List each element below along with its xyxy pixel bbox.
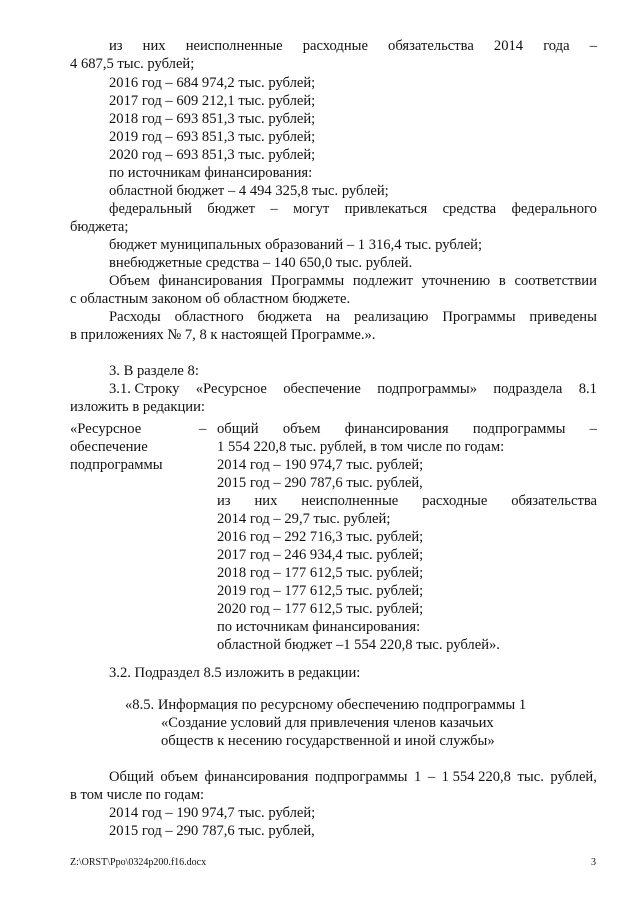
word: обязательства xyxy=(511,493,597,509)
text-line: 1 554 220,8 тыс. рублей, в том числе по годам: xyxy=(217,439,505,455)
subsection-title: «Создание условий для привлечения членов казачьих xyxy=(161,715,494,731)
word: тыс. xyxy=(517,769,544,785)
word: Программы xyxy=(270,273,345,289)
word: федеральный xyxy=(109,201,192,217)
word: 1 xyxy=(413,769,422,785)
word: года xyxy=(543,38,570,54)
section-heading: 3. В разделе 8: xyxy=(109,363,199,379)
text-line: изложить в редакции: xyxy=(70,399,205,415)
word: подраздела xyxy=(493,381,563,397)
word: приведены xyxy=(529,309,597,325)
word: них xyxy=(254,493,278,509)
text-line: областной бюджет – 4 494 325,8 тыс. рублей; xyxy=(109,183,389,199)
word: Программы xyxy=(442,309,516,325)
word: могут xyxy=(293,201,330,217)
word: средства xyxy=(442,201,497,217)
text-line: 2018 год – 177 612,5 тыс. рублей; xyxy=(217,565,424,581)
text-line: областной бюджет –1 554 220,8 тыс. рублей». xyxy=(217,637,500,653)
justified-line xyxy=(109,273,597,290)
row-label: «Ресурсное xyxy=(70,421,142,437)
word: неисполненные xyxy=(185,38,283,54)
text-line: 2015 год – 290 787,6 тыс. рублей, xyxy=(109,823,315,839)
word: реализацию xyxy=(354,309,429,325)
word: 3.1. Строку xyxy=(109,381,180,397)
row-label: обеспечение xyxy=(70,439,148,455)
text-line: 2015 год – 290 787,6 тыс. рублей, xyxy=(217,475,423,491)
text-line: 4 687,5 тыс. рублей; xyxy=(70,56,195,72)
text-line: 2017 год – 609 212,1 тыс. рублей; xyxy=(109,93,316,109)
subsection-title: обществ к несению государственной и иной службы» xyxy=(161,733,495,749)
text-line: в приложениях № 7, 8 к настоящей Программе.». xyxy=(70,327,376,343)
file-path: Z:\ORST\Ppo\0324p200.f16.docx xyxy=(70,857,207,868)
word: соответствии xyxy=(514,273,597,289)
word: «Ресурсное xyxy=(195,381,267,397)
word: обеспечение xyxy=(283,381,361,397)
text-line: 2020 год – 693 851,3 тыс. рублей; xyxy=(109,147,316,163)
word: неисполненные xyxy=(301,493,399,509)
text-line: 2016 год – 684 974,2 тыс. рублей; xyxy=(109,75,316,91)
text-line: по источникам финансирования: xyxy=(217,619,421,635)
section-heading: 3.2. Подраздел 8.5 изложить в редакции: xyxy=(109,665,361,681)
word: в xyxy=(498,273,506,289)
justified-line xyxy=(109,769,597,786)
word: 2014 xyxy=(493,38,524,54)
text-line: 2019 год – 177 612,5 тыс. рублей; xyxy=(217,583,424,599)
text-line: внебюджетные средства – 140 650,0 тыс. рублей. xyxy=(109,255,413,271)
word: – xyxy=(589,421,597,437)
text-line: по источникам финансирования: xyxy=(109,165,313,181)
word: обязательства xyxy=(388,38,474,54)
word: финансирования xyxy=(158,273,263,289)
word: финансирования xyxy=(204,769,309,785)
word: 1 554 220,8 xyxy=(441,769,511,785)
word: подпрограммы» xyxy=(377,381,478,397)
text-line: 2014 год – 190 974,7 тыс. рублей; xyxy=(217,457,424,473)
word: на xyxy=(325,309,341,325)
text-line: с областным законом об областном бюджете. xyxy=(70,291,351,307)
text-line: 2014 год – 29,7 тыс. рублей; xyxy=(217,511,391,527)
word: – xyxy=(589,38,597,54)
text-line: 2017 год – 246 934,4 тыс. рублей; xyxy=(217,547,424,563)
word: областного xyxy=(174,309,244,325)
word: из xyxy=(217,493,231,509)
text-line: 2014 год – 190 974,7 тыс. рублей; xyxy=(109,805,316,821)
word: бюджет xyxy=(207,201,256,217)
label-dash: – xyxy=(199,421,207,437)
word: подпрограммы xyxy=(472,421,566,437)
word: уточнению xyxy=(421,273,491,289)
word: объем xyxy=(160,769,198,785)
word: Общий xyxy=(109,769,154,785)
word: – xyxy=(427,769,436,785)
word: 8.1 xyxy=(578,381,597,397)
word: финансирования xyxy=(344,421,449,437)
word: Объем xyxy=(109,273,150,289)
row-label: подпрограммы xyxy=(70,457,163,473)
word: расходные xyxy=(302,38,368,54)
justified-line xyxy=(109,38,597,55)
word: – xyxy=(270,201,278,217)
word: Расходы xyxy=(109,309,161,325)
text-line: бюджета; xyxy=(70,219,129,235)
page-number: 3 xyxy=(591,857,596,868)
justified-line xyxy=(109,309,597,326)
word: расходные xyxy=(422,493,488,509)
justified-line xyxy=(217,493,597,510)
word: объем xyxy=(282,421,321,437)
word: рублей, xyxy=(550,769,597,785)
justified-line xyxy=(109,381,597,398)
text-line: в том числе по годам: xyxy=(70,787,205,803)
text-line: 2019 год – 693 851,3 тыс. рублей; xyxy=(109,129,316,145)
word: подпрограммы xyxy=(314,769,408,785)
word: из xyxy=(109,38,123,54)
text-line: 2018 год – 693 851,3 тыс. рублей; xyxy=(109,111,316,127)
justified-line xyxy=(217,421,597,438)
justified-line xyxy=(109,201,597,218)
word: бюджета xyxy=(257,309,312,325)
subsection-title: «8.5. Информация по ресурсному обеспечению подпрограммы 1 xyxy=(125,697,527,713)
text-line: 2020 год – 177 612,5 тыс. рублей; xyxy=(217,601,424,617)
word: подлежит xyxy=(352,273,413,289)
word: общий xyxy=(217,421,259,437)
word: федерального xyxy=(511,201,597,217)
word: них xyxy=(142,38,166,54)
word: привлекаться xyxy=(344,201,428,217)
text-line: 2016 год – 292 716,3 тыс. рублей; xyxy=(217,529,424,545)
text-line: бюджет муниципальных образований – 1 316,4 тыс. рублей; xyxy=(109,237,483,253)
